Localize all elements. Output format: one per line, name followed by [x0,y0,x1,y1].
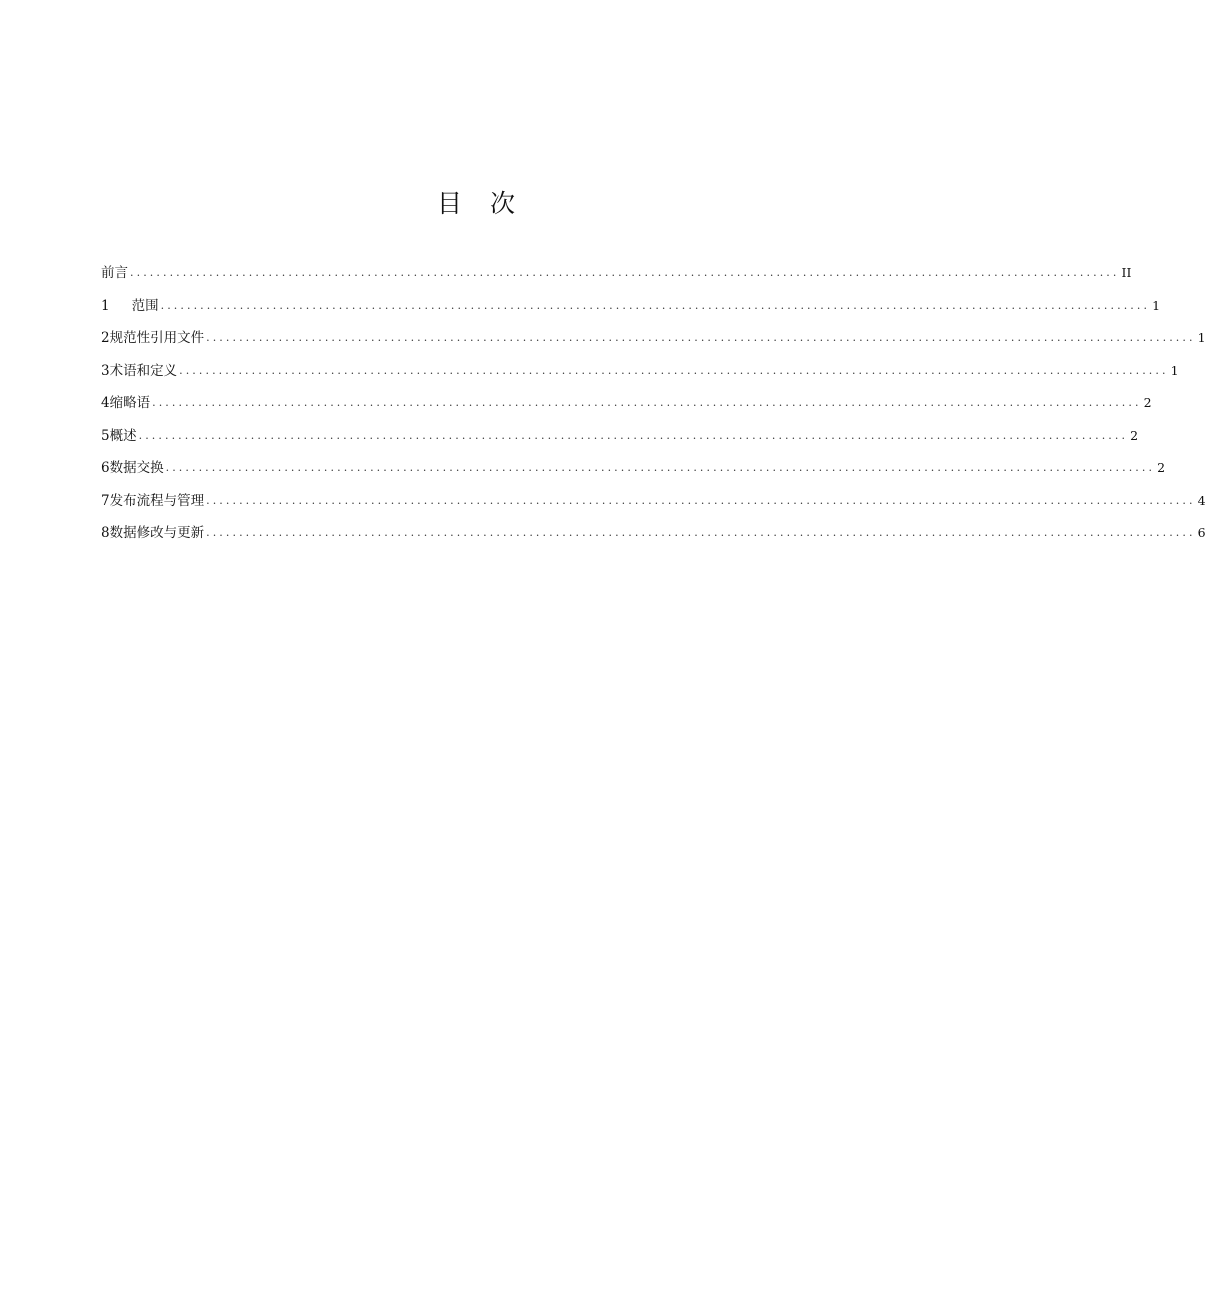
toc-entry-title: 范围 [131,297,159,314]
toc-entry-page-number: 2 [1143,395,1152,410]
dot-leader: ...................................................................................................................................................... [160,298,1151,312]
toc-entry-page-number: 1 [1197,330,1206,345]
toc-entry-data-exchange[interactable] [101,452,1166,485]
toc-entry-page-number: 2 [1130,427,1139,443]
toc-entry-scope[interactable] [101,290,1161,323]
toc-entry-label: 5概述 [101,427,137,444]
toc-title: 目 次 [437,189,525,218]
toc-entry-page-number: 1 [1152,297,1161,313]
toc-entry-publishing-process[interactable] [101,485,1206,518]
dot-leader: ...................................................................................................................................................... [130,266,1120,279]
dot-leader: ...................................................................................................................................................... [206,493,1196,507]
toc-entry-normative-references[interactable] [101,322,1206,355]
toc-entry-page-number: 4 [1197,492,1206,508]
toc-entry-label: 4缩略语 [101,395,151,411]
dot-leader: ...................................................................................................................................................... [179,363,1169,377]
toc-entry-label: 6数据交换 [101,460,164,476]
dot-leader: ...................................................................................................................................................... [165,461,1156,474]
toc-entry-overview[interactable] [101,420,1139,453]
dot-leader: ...................................................................................................................................................... [206,526,1196,539]
toc-entry-label: 7发布流程与管理 [101,492,205,509]
dot-leader: ...................................................................................................................................................... [138,428,1129,442]
toc-entry-label: 3术语和定义 [101,362,178,379]
toc-entry-label: 8数据修改与更新 [101,525,205,541]
dot-leader: ...................................................................................................................................................... [152,396,1142,409]
toc-entry-page-number: 2 [1157,460,1166,475]
toc-entry-label: 前言 [101,265,128,281]
toc-entry-terms-definitions[interactable] [101,355,1179,388]
toc-entry-page-number: 1 [1170,362,1179,378]
toc-entry-page-number: 6 [1197,525,1206,540]
toc-entry-section-number: 1 [101,297,110,314]
table-of-contents [101,257,1206,550]
toc-entry-page-number: II [1121,265,1132,280]
toc-entry-abbreviations[interactable] [101,387,1152,420]
toc-entry-label [101,290,161,323]
dot-leader: ...................................................................................................................................................... [206,331,1196,344]
toc-entry-label: 2规范性引用文件 [101,330,205,346]
toc-entry-data-modification[interactable] [101,517,1206,550]
toc-entry-preface[interactable] [101,257,1132,290]
